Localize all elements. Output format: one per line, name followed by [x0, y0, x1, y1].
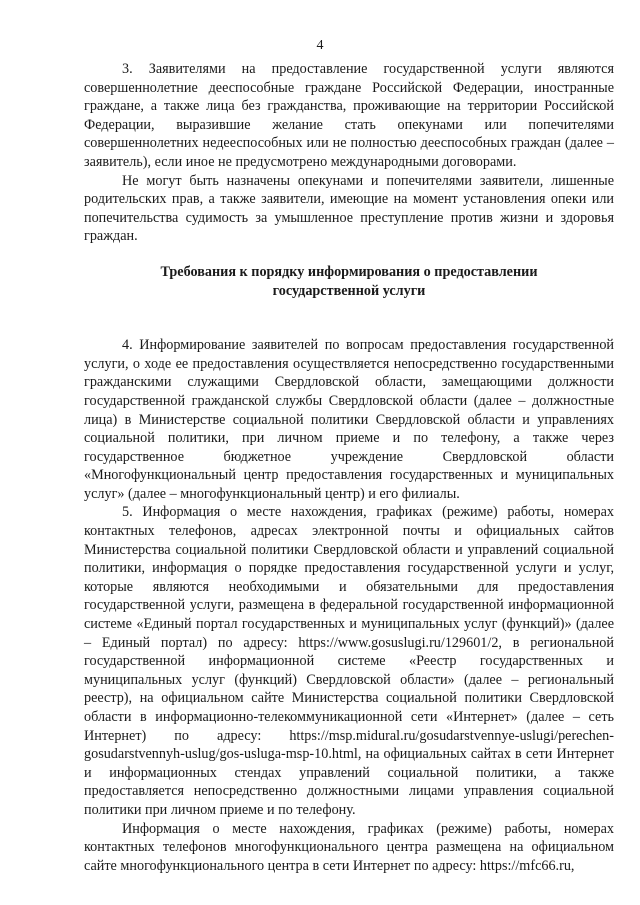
- document-body: [84, 60, 614, 875]
- page-number: 4: [316, 38, 324, 53]
- section-heading: Требования к порядку информирования о предоставлении государственной услуги: [160, 263, 538, 299]
- spacer: [84, 300, 614, 336]
- paragraph-applicant-restrictions: Не могут быть назначены опекунами и попечителями заявители, лишенные родительских прав, а также заявители, имеющие на момент установления опеки или попечительства судимость за умышленное преступление против жизни и здоровья граждан.: [84, 172, 614, 245]
- paragraph-contact-info: 5. Информация о месте нахождения, графиках (режиме) работы, номерах контактных телефонов, адресах электронной почты и официальных сайтов Министерства социальной политики Свердловской области и управлений социальной политики, информация о порядке предоставления государственной услуги и услуг, которые являются необходимыми и обязательными для предоставления государственной услуги, размещена в федеральной государственной информационной системе «Единый портал государственных и муниципальных услуг (функций)» (далее – Единый портал) по адресу: https://www.gosuslugi.ru/129601/2, в региональной государственной информационной системе «Реестр государственных и муниципальных услуг (функций) Свердловской области» (далее – региональный реестр), на официальном сайте Министерства социальной политики Свердловской области в информационно-телекоммуникационной сети «Интернет» (далее – сеть Интернет) по адресу: https://msp.midural.ru/gosudarstvennye-uslugi/perechen-gosudarstvennyh-uslug/gos-usluga-msp-10.html, на официальных сайтах в сети Интернет и информационных стендах управлений социальной политики, а также предоставляется непосредственно должностными лицами управления социальной политики при личном приеме и по телефону.: [84, 504, 614, 818]
- paragraph-applicants: 3. Заявителями на предоставление государственной услуги являются совершеннолетние дееспособные граждане Российской Федерации, иностранные граждане, а также лица без гражданства, проживающие на территории Российской Федерации, выразившие желание стать опекунами или попечителями совершеннолетних недееспособных или не полностью дееспособных граждан (далее – заявитель), если иное не предусмотрено международными договорами.: [84, 61, 614, 170]
- paragraph-informing: 4. Информирование заявителей по вопросам предоставления государственной услуги, о ходе ее предоставления осуществляется непосредственно государственными гражданскими служащими Свердловской области, замещающими должности государственной гражданской службы Свердловской области (далее – должностные лица) в Министерстве социальной политики Свердловской области и управлениях социальной политики, при личном приеме и по телефону, а также через государственное бюджетное учреждение Свердловской области «Многофункциональный центр предоставления государственных и муниципальных услуг» (далее – многофункциональный центр) и его филиалы.: [84, 337, 614, 502]
- spacer: [84, 246, 614, 263]
- paragraph-mfc-info: Информация о месте нахождения, графиках (режиме) работы, номерах контактных телефонов многофункционального центра размещена на официальном сайте многофункционального центра в сети Интернет по адресу: https://mfc66.ru,: [84, 820, 614, 874]
